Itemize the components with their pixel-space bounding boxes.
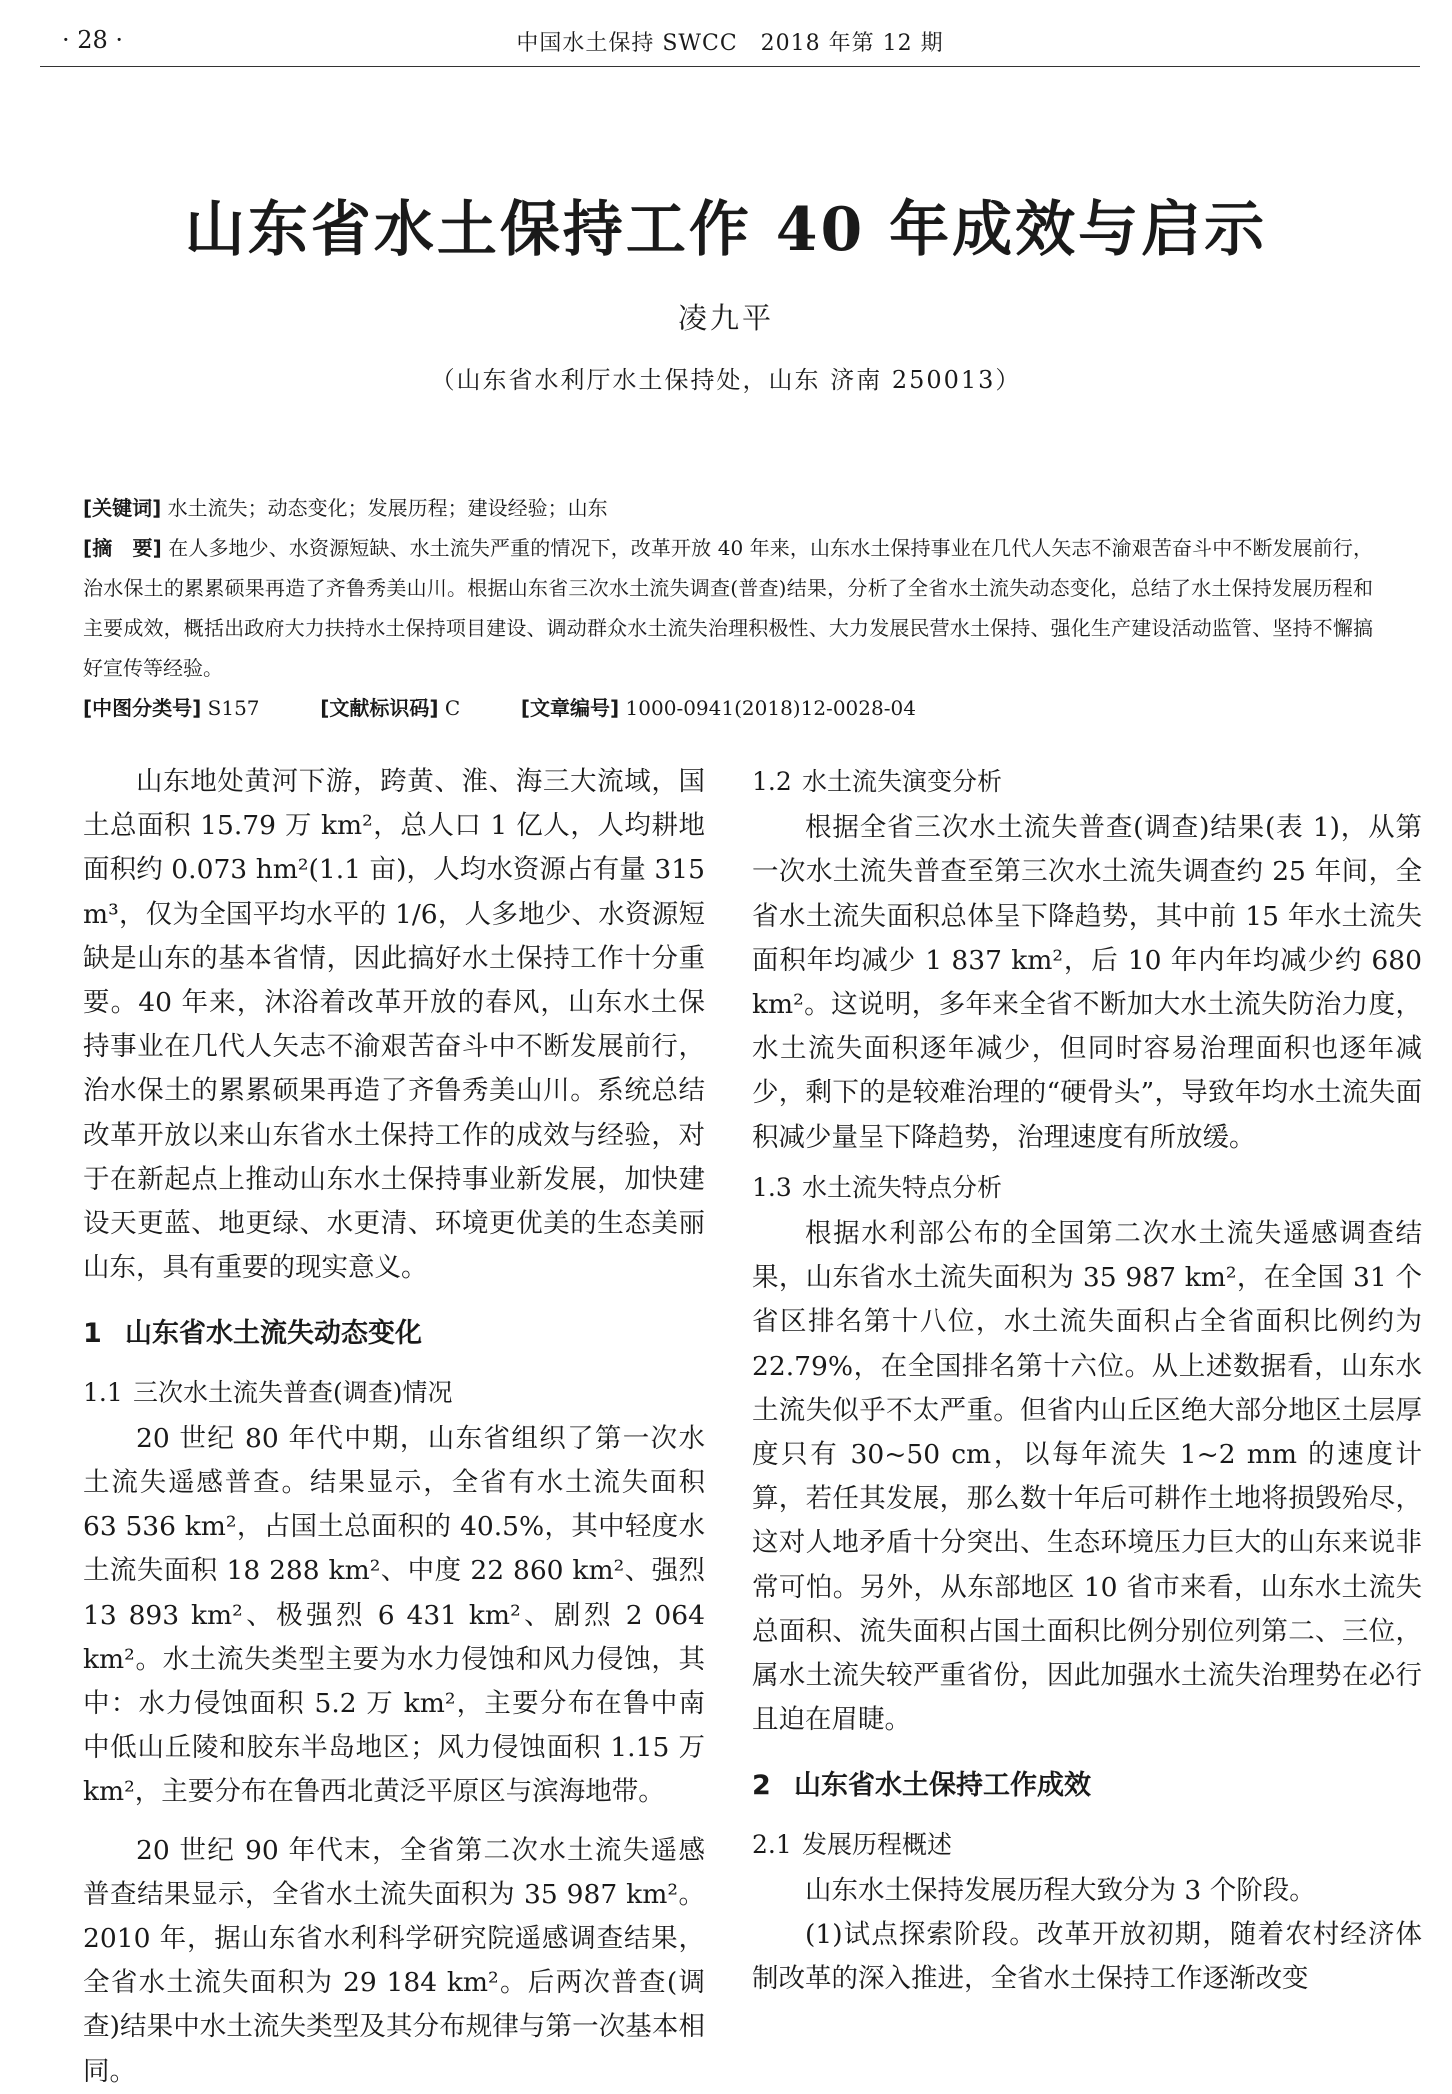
keywords-text: 水土流失；动态变化；发展历程；建设经验；山东 [167, 496, 608, 520]
paragraph: 根据水利部公布的全国第二次水土流失遥感调查结果，山东省水土流失面积为 35 987 km²，在全国 31 个省区排名第十八位，水土流失面积占全省面积比例约为 22.79%，在全国排名第十六位。从上述数据看，山东水土流失似乎不太严重。但省内山丘区绝大部分地区土层厚度只有 30~50 cm，以每年流失 1~2 mm 的速度计算，若任其发展，那么数十年后可耕作土地将损毁殆尽，这对人地矛盾十分突出、生态环境压力巨大的山东来说非常可怕。另外，从东部地区 10 省市来看，山东水土流失总面积、流失面积占国土面积比例分别位列第二、三位，属水土流失较严重省份，因此加强水土流失治理势在必行且迫在眉睫。 [752, 1218, 1422, 1736]
keywords-label: [关键词] [83, 496, 162, 520]
clc-label: [中图分类号] [83, 696, 202, 720]
section-2-heading: 2 山东省水土保持工作成效 [752, 1770, 1091, 1802]
running-header [40, 22, 1420, 62]
doc-code-label: [文献标识码] [320, 696, 439, 720]
article-title: 山东省水土保持工作 40 年成效与启示 [184, 195, 1268, 265]
paragraph: 根据全省三次水土流失普查(调查)结果(表 1)，从第一次水土流失普查至第三次水土流失调查约 25 年间，全省水土流失面积总体呈下降趋势，其中前 15 年水土流失面积年均减少 1 837 km²，后 10 年内年均减少约 680 km²。这说明，多年来全省不断加大水土流失防治力度，水土流失面积逐年减少，但同时容易治理面积也逐年减少，剩下的是较难治理的“硬骨头”，导致年均水土流失面积减少量呈下降趋势，治理速度有所放缓。 [752, 812, 1422, 1153]
journal-name: 中国水土保持 SWCC 2018 年第 12 期 [516, 31, 944, 56]
paragraph: (1)试点探索阶段。改革开放初期，随着农村经济体制改革的深入推进，全省水土保持工作逐渐改变 [752, 1919, 1422, 1995]
section-1-2-heading: 1.2 水土流失演变分析 [752, 767, 1003, 796]
abstract-text: 在人多地少、水资源短缺、水土流失严重的情况下，改革开放 40 年来，山东水土保持事业在几代人矢志不渝艰苦奋斗中不断发展前行，治水保土的累累硕果再造了齐鲁秀美山川。根据山东省三次水土流失调查(普查)结果，分析了全省水土流失动态变化，总结了水土保持发展历程和主要成效，概括出政府大力扶持水土保持项目建设、调动群众水土流失治理积极性、大力发展民营水土保持、强化生产建设活动监管、坚持不懈搞好宣传等经验。 [83, 536, 1374, 680]
section-2-1-heading: 2.1 发展历程概述 [752, 1829, 953, 1859]
article-number-label: [文章编号] [520, 696, 620, 720]
page-number: · 28 · [62, 26, 124, 54]
section-1-3-heading: 1.3 水土流失特点分析 [752, 1172, 1003, 1202]
right-column [752, 760, 1422, 2001]
paragraph: 20 世纪 90 年代末，全省第二次水土流失遥感普查结果显示，全省水土流失面积为 35 987 km²。2010 年，据山东省水利科学研究院遥感调查结果，全省水土流失面积为 29 184 km²。后两次普查(调查)结果中水土流失类型及其分布规律与第一次基本相同。 [83, 1834, 705, 2087]
section-1-heading: 1 山东省水土流失动态变化 [83, 1318, 422, 1350]
paragraph: 20 世纪 80 年代中期，山东省组织了第一次水土流失遥感普查。结果显示，全省有水土流失面积 63 536 km²，占国土总面积的 40.5%，其中轻度水土流失面积 18 288 km²、中度 22 860 km²、强烈 13 893 km²、极强烈 6 431 km²、剧烈 2 064 km²。水土流失类型主要为水力侵蚀和风力侵蚀，其中：水力侵蚀面积 5.2 万 km²，主要分布在鲁中南中低山丘陵和胶东半岛地区；风力侵蚀面积 1.15 万 km²，主要分布在鲁西北黄泛平原区与滨海地带。 [83, 1422, 705, 1808]
affiliation: （山东省水利厅水土保持处，山东 济南 250013） [430, 366, 1022, 394]
left-column [83, 760, 705, 2094]
article-number-value: 1000-0941(2018)12-0028-04 [625, 696, 916, 720]
clc-value: S157 [207, 696, 260, 720]
section-1-1-heading: 1.1 三次水土流失普查(调查)情况 [83, 1377, 453, 1407]
classification-line [83, 688, 1373, 728]
abstract [83, 528, 1373, 688]
intro-paragraph: 山东地处黄河下游，跨黄、淮、海三大流域，国土总面积 15.79 万 km²，总人口 1 亿人，人均耕地面积约 0.073 hm²(1.1 亩)，人均水资源占有量 315 m³，仅为全国平均水平的 1/6，人多地少、水资源短缺是山东的基本省情，因此搞好水土保持工作十分重要。40 年来，沐浴着改革开放的春风，山东水土保持事业在几代人矢志不渝艰苦奋斗中不断发展前行，治水保土的累累硕果再造了齐鲁秀美山川。系统总结改革开放以来山东省水土保持工作的成效与经验，对于在新起点上推动山东水土保持事业新发展，加快建设天更蓝、地更绿、水更清、环境更优美的生态美丽山东，具有重要的现实意义。 [83, 766, 705, 1284]
doc-code-value: C [444, 696, 461, 720]
header-rule [40, 66, 1420, 67]
paragraph: 山东水土保持发展历程大致分为 3 个阶段。 [805, 1874, 1316, 1906]
abstract-label: [摘 要] [83, 536, 162, 560]
keywords [83, 488, 1373, 528]
author: 凌九平 [677, 301, 774, 335]
